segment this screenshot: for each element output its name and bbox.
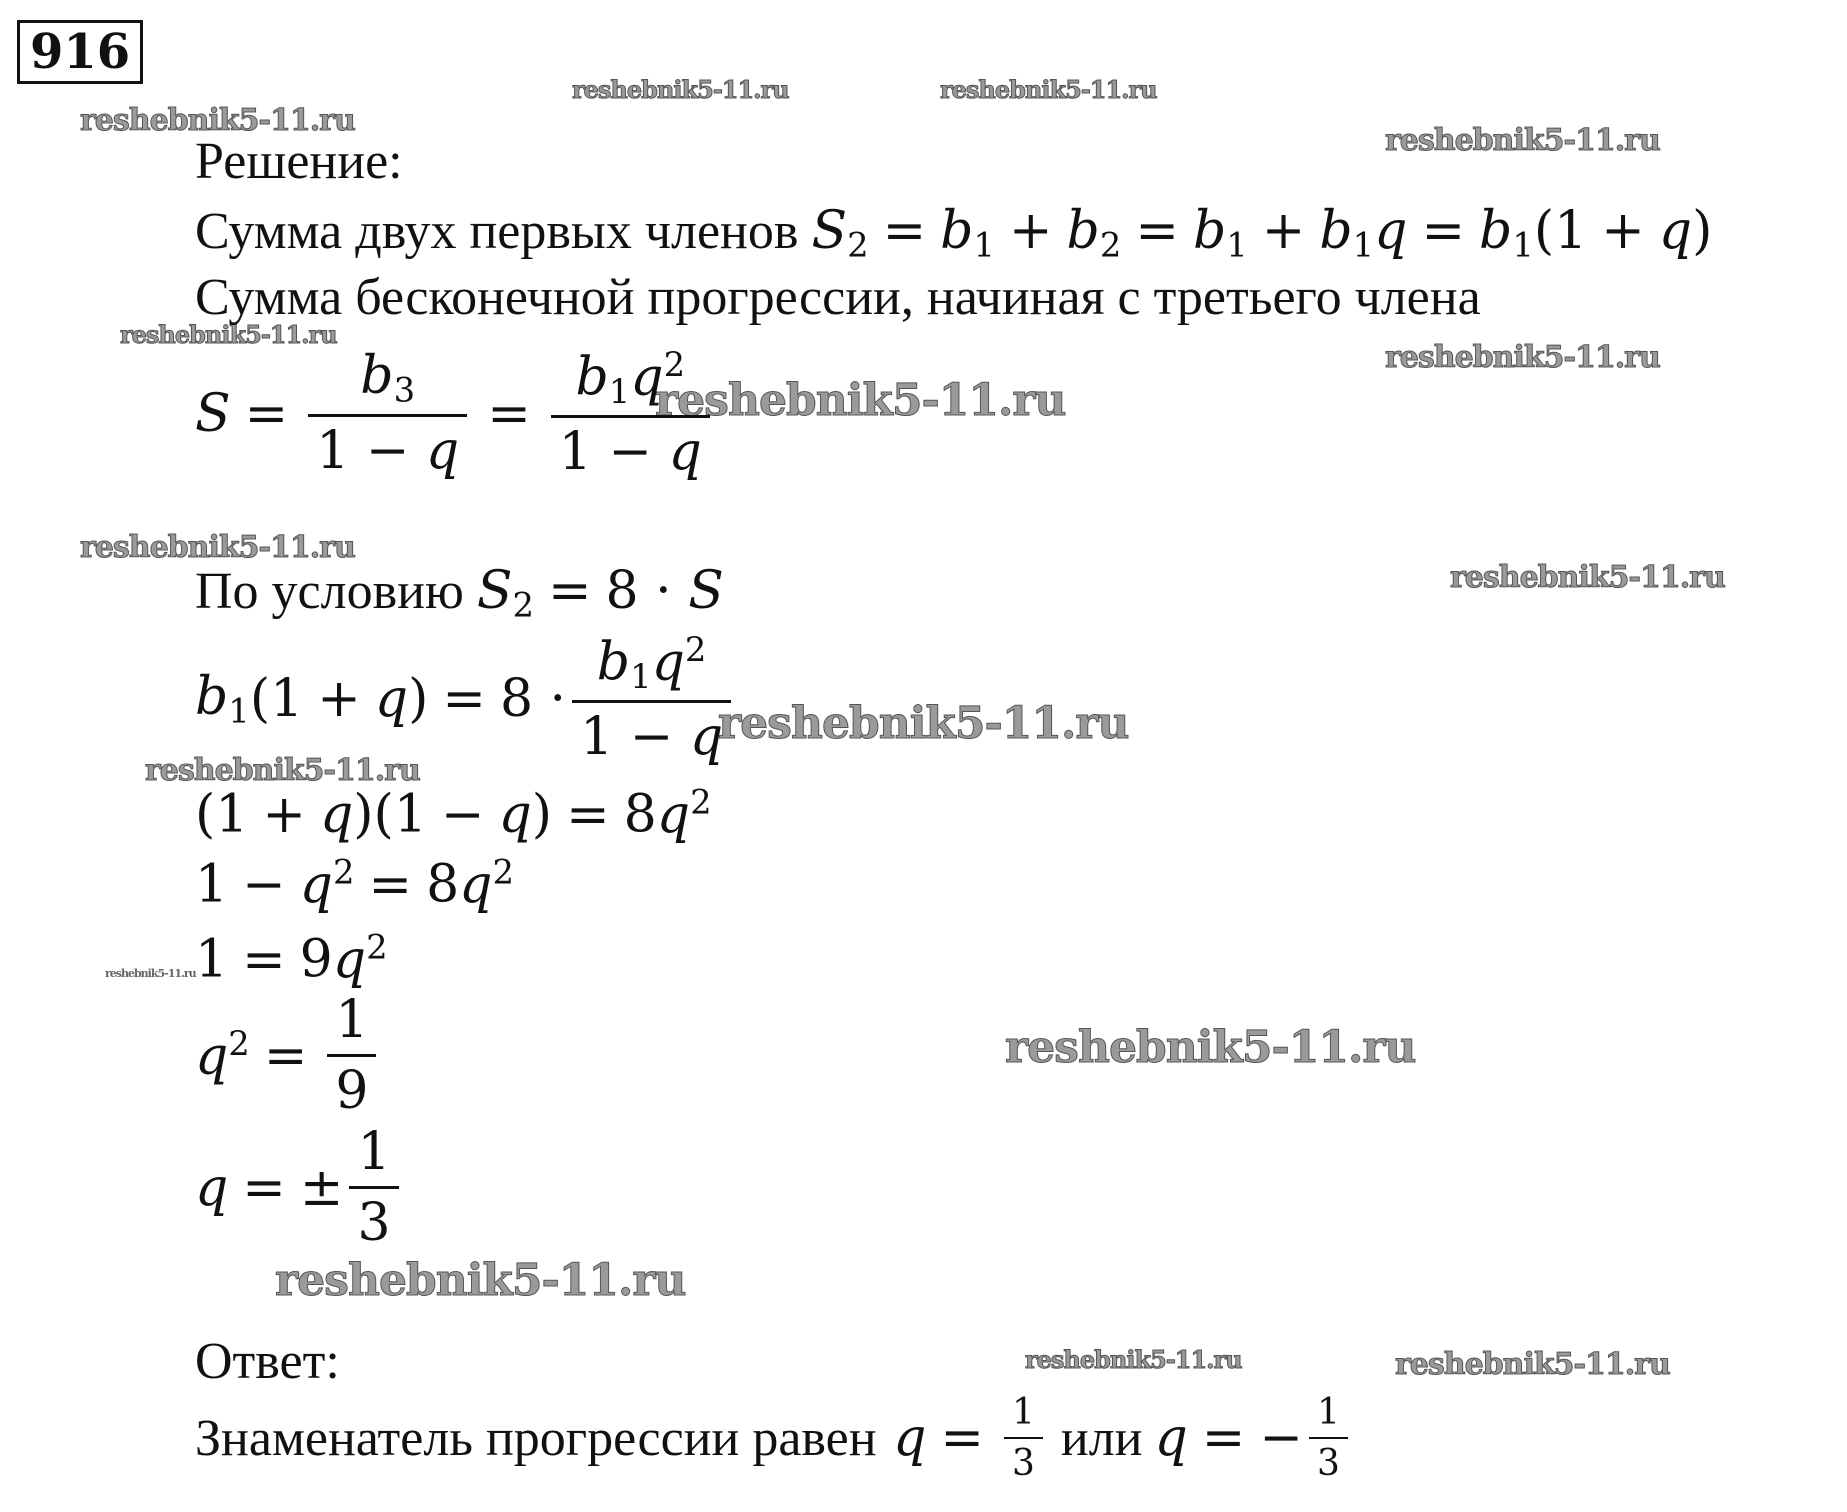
sum-two-line: Сумма двух первых членов $S_2 = b_1 + b_2 = b_1 + b_1q = b_1(1 + q)$ <box>195 201 1713 265</box>
answer-label: Ответ: <box>195 1333 340 1390</box>
equation-step-4: $1 = 9q^2$ <box>195 927 388 990</box>
watermark: reshebnik5-11.ru <box>80 530 355 565</box>
answer-or: или <box>1060 1409 1143 1467</box>
equation-step-1: $b_1$ (1 + q ) = 8 · $\frac{b_1q^2}{1 - q}$ <box>195 630 737 767</box>
watermark: reshebnik5-11.ru <box>1385 340 1660 375</box>
watermark: reshebnik5-11.ru <box>940 75 1157 104</box>
condition-label: По условию <box>195 563 464 620</box>
equation-step-3: $1 - q^2 = 8q^2$ <box>195 852 514 915</box>
watermark: reshebnik5-11.ru <box>655 375 1066 426</box>
equation-step-5: $q^2$ = $\frac{1}{9}$ <box>195 990 382 1121</box>
problem-number: 916 <box>17 20 143 84</box>
watermark: reshebnik5-11.ru <box>1005 1022 1416 1073</box>
answer-text: Знаменатель прогрессии равен <box>195 1409 877 1467</box>
answer-line: Знаменатель прогрессии равен q = $\frac{1}{3}$ или q = − $\frac{1}{3}$ <box>195 1392 1354 1484</box>
watermark: reshebnik5-11.ru <box>1450 560 1725 595</box>
watermark: reshebnik5-11.ru <box>275 1255 686 1306</box>
sum-two-label: Сумма двух первых членов <box>195 203 799 260</box>
watermark: reshebnik5-11.ru <box>120 320 337 349</box>
equation-step-6: q = ± $\frac{1}{3}$ <box>195 1122 405 1253</box>
condition-line: По условию $S_2 = 8 \cdot S$ <box>195 561 724 625</box>
watermark: reshebnik5-11.ru <box>1395 1347 1670 1382</box>
equation-step-2: $(1 + q)(1 - q) = 8q^2$ <box>195 782 712 845</box>
infinite-sum-formula: S = $\frac{b_3}{1 - q}$ = $\frac{b_1q^2}{1 - q}$ <box>195 345 716 482</box>
watermark: reshebnik5-11.ru <box>718 698 1129 749</box>
watermark: reshebnik5-11.ru <box>105 967 196 980</box>
watermark: reshebnik5-11.ru <box>145 753 420 788</box>
solution-label: Решение: <box>195 133 403 190</box>
infinite-sum-label: Сумма бесконечной прогрессии, начиная с третьего члена <box>195 269 1481 326</box>
watermark: reshebnik5-11.ru <box>80 103 355 138</box>
watermark: reshebnik5-11.ru <box>572 75 789 104</box>
watermark: reshebnik5-11.ru <box>1385 123 1660 158</box>
watermark: reshebnik5-11.ru <box>1025 1345 1242 1374</box>
